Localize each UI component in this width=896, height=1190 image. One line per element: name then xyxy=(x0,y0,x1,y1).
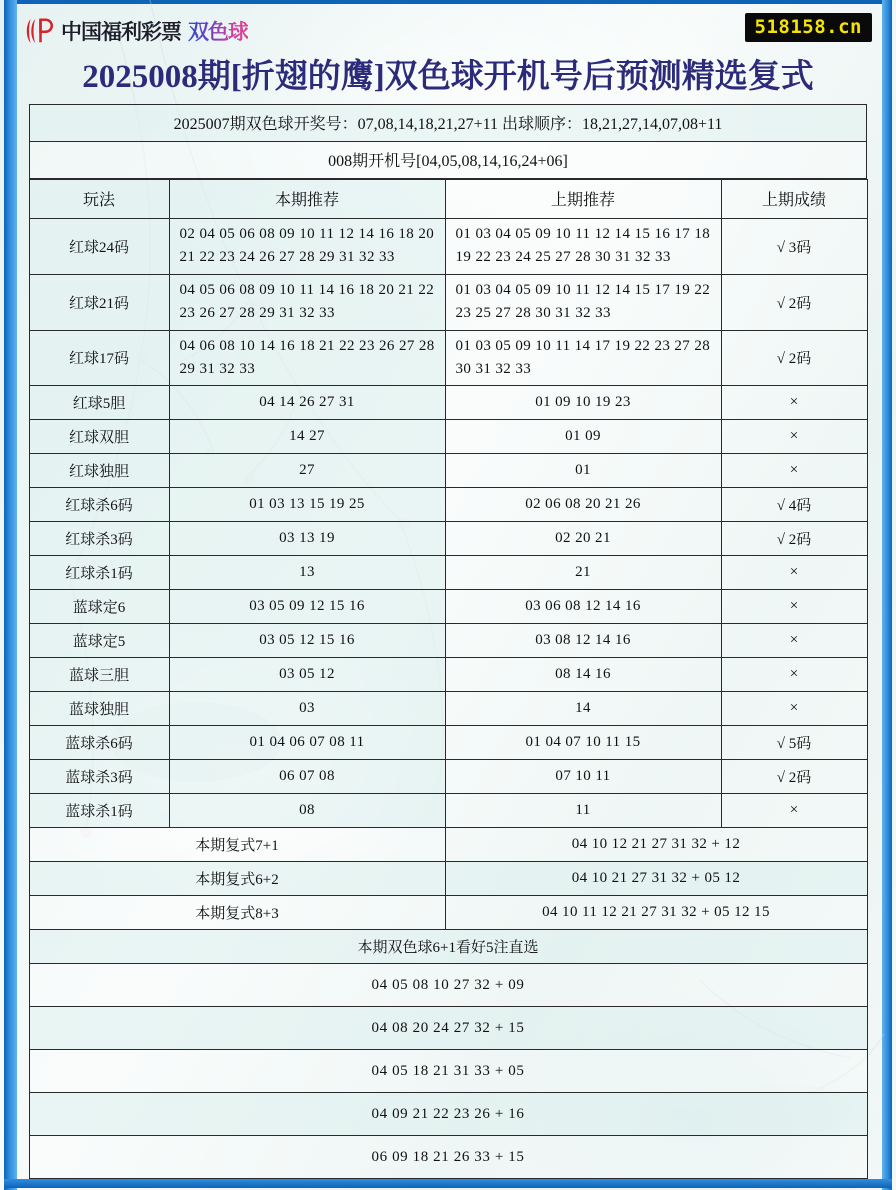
compound-label: 本期复式7+1 xyxy=(29,828,445,862)
row-previous-numbers: 08 14 16 xyxy=(445,658,721,692)
row-method: 红球17码 xyxy=(29,330,169,386)
site-domain-text: 518158.cn xyxy=(754,16,862,38)
compound-value: 04 10 21 27 31 32 + 05 12 xyxy=(445,862,867,896)
logo-text-welfare: 中国福利彩票 xyxy=(61,20,181,44)
pick-line: 04 05 08 10 27 32 + 09 xyxy=(29,964,867,1007)
row-result: × xyxy=(721,658,867,692)
row-result: × xyxy=(721,454,867,488)
table-row xyxy=(29,930,867,964)
row-current-numbers: 03 05 12 15 16 xyxy=(169,624,445,658)
row-result: × xyxy=(721,692,867,726)
table-row xyxy=(29,760,867,794)
row-previous-numbers: 01 03 04 05 09 10 11 12 14 15 16 17 18 19 22 23 24 25 27 28 30 31 32 33 xyxy=(445,218,721,274)
col-header-result: 上期成绩 xyxy=(721,179,867,218)
col-header-current: 本期推荐 xyxy=(169,179,445,218)
row-current-numbers: 04 14 26 27 31 xyxy=(169,386,445,420)
row-current-numbers: 01 03 13 15 19 25 xyxy=(169,488,445,522)
table-row xyxy=(29,1136,867,1179)
row-current-numbers: 14 27 xyxy=(169,420,445,454)
row-previous-numbers: 02 20 21 xyxy=(445,522,721,556)
table-row xyxy=(29,590,867,624)
row-method: 蓝球杀1码 xyxy=(29,794,169,828)
table-row xyxy=(29,218,867,274)
row-result: × xyxy=(721,420,867,454)
row-result: × xyxy=(721,556,867,590)
compound-value: 04 10 12 21 27 31 32 + 12 xyxy=(445,828,867,862)
table-row xyxy=(29,386,867,420)
row-current-numbers: 01 04 06 07 08 11 xyxy=(169,726,445,760)
row-method: 红球5胆 xyxy=(29,386,169,420)
row-current-numbers: 02 04 05 06 08 09 10 11 12 14 16 18 20 21 22 23 24 26 27 28 29 31 32 33 xyxy=(169,218,445,274)
table-row xyxy=(29,1093,867,1136)
compound-label: 本期复式8+3 xyxy=(29,896,445,930)
welfare-lottery-logo-icon xyxy=(24,16,54,46)
row-method: 红球杀3码 xyxy=(29,522,169,556)
pick-line: 06 09 18 21 26 33 + 15 xyxy=(29,1136,867,1179)
row-previous-numbers: 01 03 05 09 10 11 14 17 19 22 23 27 28 30 31 32 33 xyxy=(445,330,721,386)
machine-number-info: 008期开机号[04,05,08,14,16,24+06] xyxy=(30,141,867,178)
table-row xyxy=(29,896,867,930)
row-method: 红球独胆 xyxy=(29,454,169,488)
row-result: √ 2码 xyxy=(721,760,867,794)
row-method: 红球杀1码 xyxy=(29,556,169,590)
row-method: 蓝球杀6码 xyxy=(29,726,169,760)
row-method: 蓝球杀3码 xyxy=(29,760,169,794)
row-previous-numbers: 21 xyxy=(445,556,721,590)
row-current-numbers: 27 xyxy=(169,454,445,488)
table-row xyxy=(29,726,867,760)
picks-section-header: 本期双色球6+1看好5注直选 xyxy=(29,930,867,964)
table-row xyxy=(29,624,867,658)
col-header-method: 玩法 xyxy=(29,179,169,218)
row-method: 蓝球定5 xyxy=(29,624,169,658)
row-current-numbers: 06 07 08 xyxy=(169,760,445,794)
table-row xyxy=(29,658,867,692)
row-method: 红球杀6码 xyxy=(29,488,169,522)
row-previous-numbers: 01 09 xyxy=(445,420,721,454)
row-result: √ 4码 xyxy=(721,488,867,522)
table-row xyxy=(30,104,867,141)
row-previous-numbers: 02 06 08 20 21 26 xyxy=(445,488,721,522)
row-result: × xyxy=(721,386,867,420)
row-current-numbers: 08 xyxy=(169,794,445,828)
table-row xyxy=(29,330,867,386)
pick-line: 04 08 20 24 27 32 + 15 xyxy=(29,1007,867,1050)
table-row xyxy=(29,964,867,1007)
row-previous-numbers: 01 04 07 10 11 15 xyxy=(445,726,721,760)
table-row xyxy=(29,454,867,488)
row-method: 蓝球三胆 xyxy=(29,658,169,692)
row-previous-numbers: 01 03 04 05 09 10 11 12 14 15 17 19 22 23 25 27 28 30 31 32 33 xyxy=(445,274,721,330)
row-previous-numbers: 01 xyxy=(445,454,721,488)
row-previous-numbers: 11 xyxy=(445,794,721,828)
prediction-table xyxy=(29,179,868,1180)
row-current-numbers: 04 06 08 10 14 16 18 21 22 23 26 27 28 29 31 32 33 xyxy=(169,330,445,386)
row-current-numbers: 13 xyxy=(169,556,445,590)
table-row xyxy=(29,1050,867,1093)
row-method: 蓝球独胆 xyxy=(29,692,169,726)
row-current-numbers: 03 xyxy=(169,692,445,726)
row-current-numbers: 03 05 09 12 15 16 xyxy=(169,590,445,624)
bottom-rail xyxy=(4,1179,892,1188)
table-row xyxy=(29,274,867,330)
page-header xyxy=(0,0,896,58)
table-row xyxy=(29,828,867,862)
pick-line: 04 09 21 22 23 26 + 16 xyxy=(29,1093,867,1136)
logo-text-ssq: 双色球 xyxy=(188,16,248,46)
row-method: 红球24码 xyxy=(29,218,169,274)
row-result: √ 2码 xyxy=(721,274,867,330)
row-method: 红球21码 xyxy=(29,274,169,330)
row-current-numbers: 03 05 12 xyxy=(169,658,445,692)
row-result: √ 3码 xyxy=(721,218,867,274)
row-previous-numbers: 03 06 08 12 14 16 xyxy=(445,590,721,624)
table-row xyxy=(29,556,867,590)
row-previous-numbers: 14 xyxy=(445,692,721,726)
row-previous-numbers: 03 08 12 14 16 xyxy=(445,624,721,658)
page-title: 2025008期[折翅的鹰]双色球开机号后预测精选复式 xyxy=(82,59,814,95)
row-result: × xyxy=(721,624,867,658)
compound-value: 04 10 11 12 21 27 31 32 + 05 12 15 xyxy=(445,896,867,930)
table-row xyxy=(29,692,867,726)
previous-draw-info: 2025007期双色球开奖号：07,08,14,18,21,27+11 出球顺序：18,21,27,14,07,08+11 xyxy=(30,104,867,141)
table-row xyxy=(29,1007,867,1050)
draw-info-table xyxy=(29,104,867,179)
site-logo[interactable] xyxy=(24,16,248,46)
table-row xyxy=(29,794,867,828)
table-header-row xyxy=(29,179,867,218)
table-row xyxy=(30,141,867,178)
row-result: √ 2码 xyxy=(721,522,867,556)
row-result: × xyxy=(721,794,867,828)
site-domain-badge[interactable] xyxy=(745,13,872,42)
table-row xyxy=(29,862,867,896)
row-method: 红球双胆 xyxy=(29,420,169,454)
compound-label: 本期复式6+2 xyxy=(29,862,445,896)
row-current-numbers: 03 13 19 xyxy=(169,522,445,556)
row-current-numbers: 04 05 06 08 09 10 11 14 16 18 20 21 22 23 26 27 28 29 31 32 33 xyxy=(169,274,445,330)
table-row xyxy=(29,488,867,522)
row-result: × xyxy=(721,590,867,624)
row-result: √ 2码 xyxy=(721,330,867,386)
table-row xyxy=(29,420,867,454)
row-method: 蓝球定6 xyxy=(29,590,169,624)
row-previous-numbers: 07 10 11 xyxy=(445,760,721,794)
row-previous-numbers: 01 09 10 19 23 xyxy=(445,386,721,420)
row-result: √ 5码 xyxy=(721,726,867,760)
table-row xyxy=(29,522,867,556)
pick-line: 04 05 18 21 31 33 + 05 xyxy=(29,1050,867,1093)
col-header-previous: 上期推荐 xyxy=(445,179,721,218)
